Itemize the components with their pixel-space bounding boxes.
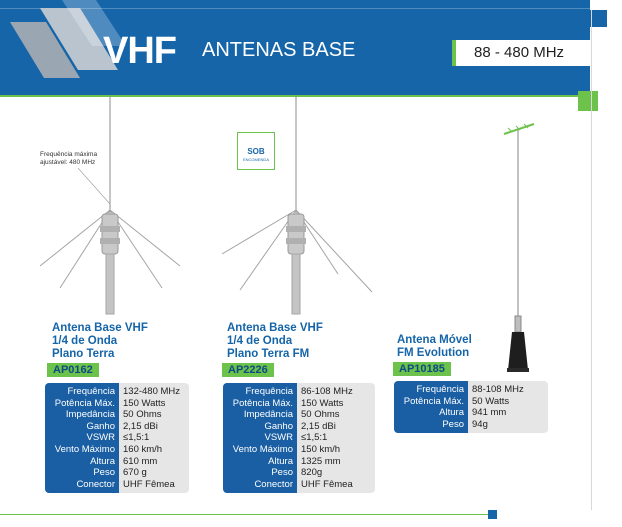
spec-labels: Frequência Potência Máx. Impedância Ganho VSWR Vento Máximo Altura Peso Conector [45,383,119,493]
product-ap10185 [397,334,472,360]
antenna-ap2226-image [218,96,378,316]
badge-label: SOB [247,147,265,156]
frequency-note: Frequência máxima ajustável: 480 MHz [40,151,98,166]
spec-table-ap2226 [223,383,375,493]
product-code: AP0162 [47,363,99,377]
spec-table-ap0162 [45,383,189,493]
spec-values: 86-108 MHz 150 Watts 50 Ohms 2,15 dBi ≤1,5:1 150 km/h 1325 mm 820g UHF Fêmea [297,383,375,493]
page-title: VHF [103,30,176,72]
spec-values: 88-108 MHz 50 Watts 941 mm 94g [468,381,548,433]
product-code: AP10185 [393,362,451,376]
badge-sublabel: ENCOMENDA [242,157,269,162]
antenna-ap0162-image [38,96,188,316]
footer-square [488,510,497,519]
corner-square-blue [590,10,607,27]
product-ap0162 [52,322,148,361]
spec-values: 132-480 MHz 150 Watts 50 Ohms 2,15 dBi ≤1,5:1 160 km/h 610 mm 670 g UHF Fêmea [119,383,189,493]
page-subtitle: ANTENAS BASE [202,39,356,61]
product-name: Antena Base VHF 1/4 de Onda Plano Terra [52,322,148,360]
frequency-range: 88 - 480 MHz [474,44,565,61]
antenna-ap10185-image [498,120,548,380]
right-border [591,10,592,510]
spec-labels: Frequência Potência Máx. Impedância Ganho VSWR Vento Máximo Altura Peso Conector [223,383,297,493]
spec-table-ap10185 [394,381,548,433]
corner-square-green [578,91,598,111]
footer-line [0,514,495,515]
spec-labels: Frequência Potência Máx. Altura Peso [394,381,468,433]
product-name: Antena Base VHF 1/4 de Onda Plano Terra FM [227,322,323,360]
product-name: Antena Móvel FM Evolution [397,334,472,359]
product-code: AP2226 [222,363,274,377]
product-ap2226 [227,322,323,361]
